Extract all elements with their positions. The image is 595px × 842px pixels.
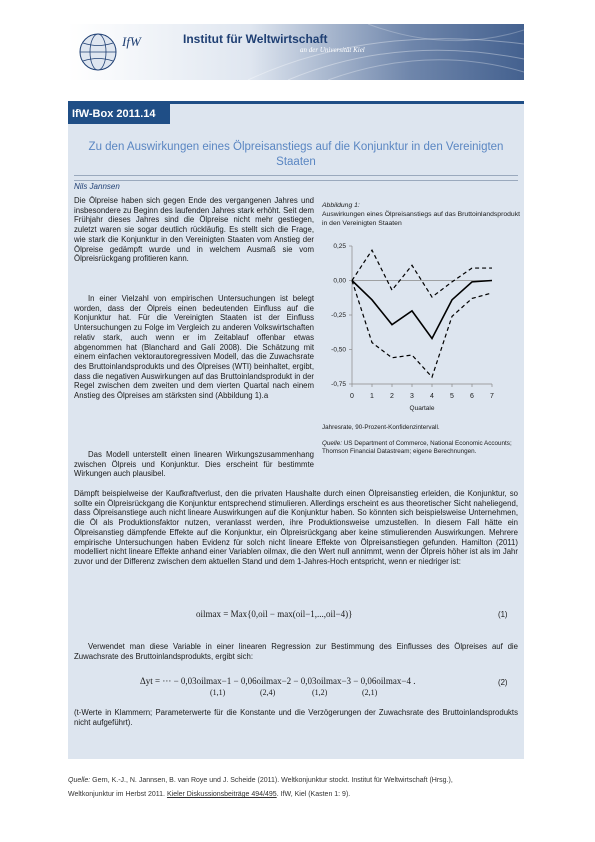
- paragraph-3: Das Modell unterstellt einen linearen Wirkungszusammenhang zwischen Ölpreis und Konjunktur. Dies erscheint für bestimmte Wirkungen auch plausibel.: [74, 450, 314, 479]
- y-tick-label: -0,75: [331, 381, 346, 389]
- footer-reference: [68, 774, 524, 802]
- y-tick-label: -0,50: [331, 346, 346, 354]
- equation-2: Δyt = ··· − 0,03oilmax−1 − 0,06oilmax−2 − 0,03oilmax−3 − 0,06oilmax−4 .: [140, 676, 416, 686]
- institute-name: Institut für Weltwirtschaft: [183, 32, 328, 46]
- box-label: IfW-Box 2011.14: [68, 104, 170, 124]
- x-tick-label: 4: [430, 393, 434, 400]
- footer-line-1: Gern, K.-J., N. Jannsen, B. van Roye und J. Scheide (2011). Weltkonjunktur stockt. Institut für Weltwirtschaft (Hrsg.),: [92, 777, 453, 784]
- figure-title: Auswirkungen eines Ölpreisanstiegs auf das Bruttoinlandsprodukt in den Vereinigten Staaten: [322, 211, 520, 227]
- paragraph-2: In einer Vielzahl von empirischen Untersuchungen ist belegt worden, dass der Ölpreis einen bedeutenden Einfluss auf die Konjunktur hat. Für die Vereinigten Staaten ist der Einfluss Untersuchungen zu Folge im Vergleich zu anderen Volkswirtschaften relativ stark, auch wenn er im Zeitablauf offenbar etwas abgenommen hat (Blanchard and Galí 2008). Die Schätzung mit einem einfachen vektorautoregressiven Modell, das die Zuwachsrate des Bruttoinlandsprodukts und des Ölpreises (WTI) beinhaltet, ergibt, dass die negativen Auswirkungen auf das Bruttoinlandsprodukt in der Regel zwischen dem zweiten und dem vierten Quartal nach einem Anstieg des Ölpreises am stärksten sind (Abbildung 1).a: [74, 294, 314, 401]
- x-axis-label: Quartale: [409, 405, 435, 412]
- footer-line-2-end: . IfW, Kiel (Kasten 1: 9).: [276, 791, 351, 798]
- x-tick-label: 1: [370, 393, 374, 400]
- paragraph-4: Dämpft beispielweise der Kaufkraftverlust, den die privaten Haushalte durch einen Ölpreisanstieg erleiden, die Konjunktur, so sollte ein Ölpreisrückgang die Konjunktur entsprechend stimulieren. Allerdings erscheint es aus theoretischer Sicht naheliegend, dass Ölpreisanstiege auch nicht lineare Auswirkungen auf die Konjunktur haben. So könnten sich beispielsweise Unternehmen, die Öl als Produktionsfaktor nutzen, veranlasst werden, ihre Produktionsweise umzustellen. In diesem Fall hätte ein Ölpreisanstieg dämpfende Effekte auf die Konjunktur, ein Ölpreisrückgang aber keine stimulierenden Auswirkungen. Mehrere empirische Untersuchungen haben Evidenz für solch nicht lineare Effekte von Ölpreisanstiegen gefunden. Hamilton (2011) modelliert nicht lineare Effekte anhand einer Variablen oilmax, die den Wert null annimmt, wenn der Ölpreis höher ist als im Jahr zuvor und der Differenz zwischen dem aktuellen Stand und dem 1-Jahres-Hoch entspricht, wenn er niedriger ist:: [74, 489, 518, 566]
- logo-text: IfW: [122, 34, 141, 49]
- footer-source-label: Quelle:: [68, 777, 91, 784]
- series-line-confidence-band-2: [352, 281, 492, 378]
- equation-2-tvalue-3: (1,2): [312, 688, 328, 697]
- author: Nils Jannsen: [74, 182, 120, 191]
- x-tick-label: 5: [450, 393, 454, 400]
- x-tick-label: 6: [470, 393, 474, 400]
- figure-note: Jahresrate, 90-Prozent-Konfidenzintervall.: [322, 424, 440, 431]
- x-tick-label: 2: [390, 393, 394, 400]
- y-tick-label: 0,00: [333, 277, 346, 285]
- y-tick-label: 0,25: [333, 243, 346, 251]
- header-banner: [68, 24, 524, 80]
- y-tick-label: -0,25: [331, 312, 346, 320]
- figure-source: [322, 440, 524, 456]
- series-line-confidence-band-1: [352, 250, 492, 297]
- x-tick-label: 7: [490, 393, 494, 400]
- paragraph-5: Verwendet man diese Variable in einer linearen Regression zur Bestimmung des Einflusses des Ölpreises auf die Zuwachsrate des Bruttoinlandsprodukts, ergibt sich:: [74, 642, 518, 661]
- paragraph-1: Die Ölpreise haben sich gegen Ende des vergangenen Jahres und insbesondere zu Beginn des laufenden Jahres stark erhöht. Seit dem Frühjahr dieses Jahres sind die Ölpreise nicht mehr gestiegen, zuletzt waren sie sogar deutlich rückläufig. Es stellt sich die Frage, wie stark die Konjunktur in den Vereinigten Staaten vom Anstieg der Ölpreise gedämpft wurde und in welchem Ausmaß sie vom Ölpreisrückgang profitieren kann.: [74, 196, 314, 264]
- paragraph-6: (t-Werte in Klammern; Parameterwerte für die Konstante und die Verzögerungen der Zuwachsrate des Bruttoinlandsprodukts nicht aufgeführt).: [74, 708, 518, 727]
- equation-2-number: (2): [498, 678, 508, 687]
- box-title: Zu den Auswirkungen eines Ölpreisanstiegs auf die Konjunktur in den Vereinigten Staaten: [88, 141, 504, 168]
- figure-caption: [322, 201, 524, 228]
- x-tick-label: 0: [350, 393, 354, 400]
- equation-1: oilmax = Max{0,oil − max(oil−1,...,oil−4)}: [196, 609, 353, 619]
- equation-1-number: (1): [498, 610, 508, 619]
- impulse-response-chart: [322, 234, 522, 422]
- footer-link[interactable]: Kieler Diskussionsbeiträge 494/495: [166, 791, 277, 798]
- title-divider-top: [74, 175, 518, 176]
- title-divider-bottom: [74, 180, 518, 181]
- equation-2-tvalue-2: (2,4): [260, 688, 276, 697]
- equation-2-tvalue-4: (2,1): [362, 688, 378, 697]
- globe-logo-icon: [76, 30, 120, 74]
- institute-subtitle: an der Universität Kiel: [300, 46, 365, 54]
- series-line-estimate: [352, 281, 492, 339]
- equation-2-tvalue-1: (1,1): [210, 688, 226, 697]
- x-tick-label: 3: [410, 393, 414, 400]
- footer-line-2: Weltkonjunktur im Herbst 2011.: [68, 791, 166, 798]
- figure-source-label: Quelle:: [322, 440, 342, 447]
- figure-label: Abbildung 1:: [322, 202, 360, 209]
- figure-source-text: US Department of Commerce, National Economic Accounts; Thomson Financial Datastream; eigene Berechnungen.: [322, 440, 512, 455]
